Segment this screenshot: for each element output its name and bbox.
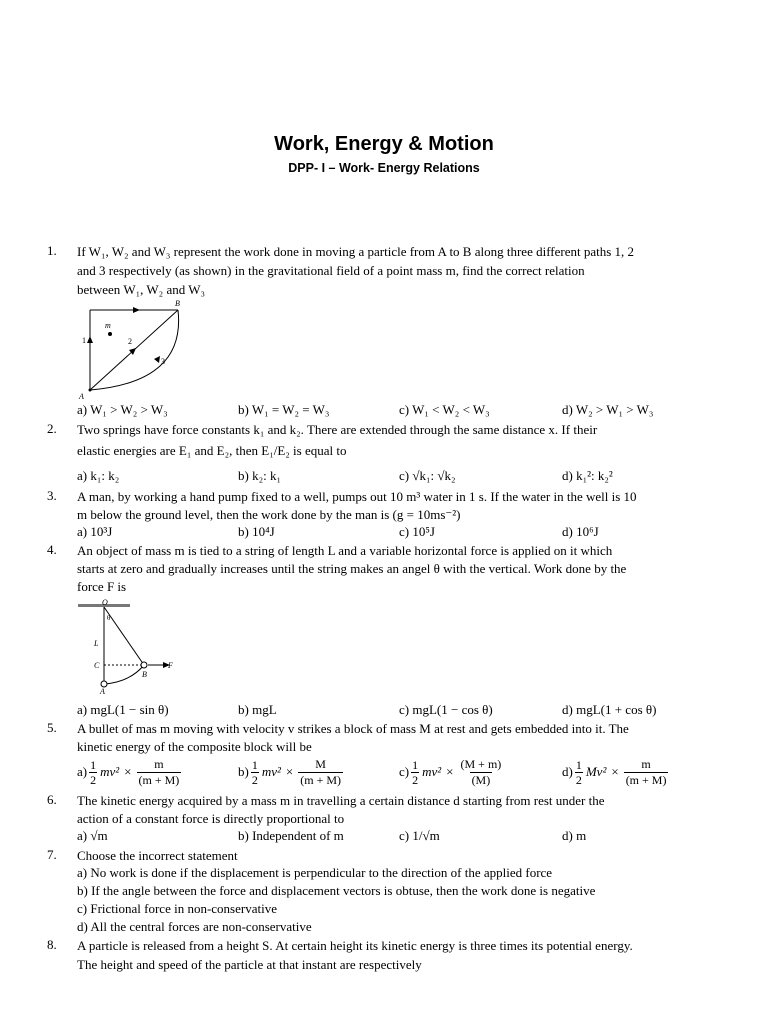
coefficient-fraction <box>251 758 259 787</box>
times-sign: × <box>124 764 132 779</box>
fraction-denominator: 2 <box>90 772 97 787</box>
fraction-denominator: 2 <box>575 772 582 787</box>
option-a[interactable]: a) W₁ > W₂ > W₃ <box>77 402 168 417</box>
times-sign: × <box>446 764 454 779</box>
label-path-2: 2 <box>128 337 132 346</box>
fraction-denominator: 2 <box>251 772 258 787</box>
mass-ratio-fraction <box>624 757 669 788</box>
kinetic-term: Mv² <box>585 764 607 779</box>
option-b[interactable] <box>238 754 345 790</box>
option-a[interactable]: a) k₁: k₂ <box>77 468 120 483</box>
option-b[interactable]: b) Independent of m <box>238 828 344 843</box>
question-text-line: elastic energies are E₁ and E₂, then E₁/E₂ is equal to <box>77 443 347 458</box>
question-text-line: The kinetic energy acquired by a mass m in travelling a certain distance d starting from rest under the <box>77 793 605 808</box>
label-A: A <box>79 392 84 401</box>
option-d[interactable] <box>562 754 670 790</box>
fraction-denominator: (m + M) <box>300 772 342 787</box>
label-L: L <box>94 639 99 648</box>
question-text-line: An object of mass m is tied to a string of length L and a variable horizontal force is applied on it which <box>77 543 613 558</box>
label-path-1: 1 <box>82 336 86 345</box>
coefficient-fraction <box>411 758 419 787</box>
fraction-numerator: m <box>641 756 651 771</box>
option-d[interactable]: d) mgL(1 + cos θ) <box>562 702 657 717</box>
question-text-line: kinetic energy of the composite block will be <box>77 739 312 754</box>
option-c[interactable]: c) 1/√m <box>399 828 440 843</box>
kinetic-term: mv² <box>100 764 120 779</box>
question-text-line: A bullet of mas m moving with velocity v strikes a block of mass M at rest and gets embedded into it. The <box>77 721 629 736</box>
label-path-3: 3 <box>161 357 165 366</box>
question-number: 3. <box>47 488 57 503</box>
answer-options <box>77 524 727 542</box>
pendulum-diagram <box>76 598 186 696</box>
option-a[interactable]: a) 10³J <box>77 524 113 539</box>
question-text-line: Two springs have force constants k₁ and k₂. There are extended through the same distance x. If their <box>77 422 598 437</box>
question-text-line: A particle is released from a height S. At certain height its kinetic energy is three times its potential energy. <box>77 938 633 953</box>
option-d[interactable]: d) W₂ > W₁ > W₃ <box>562 402 654 417</box>
kinetic-term: mv² <box>422 764 442 779</box>
option-b[interactable]: b) mgL <box>238 702 277 717</box>
answer-options <box>77 468 727 486</box>
question-text-line: and 3 respectively (as shown) in the gravitational field of a point mass m, find the correct relation <box>77 263 585 278</box>
fraction-denominator: (m + M) <box>138 772 180 787</box>
option-b[interactable]: b) 10⁴J <box>238 524 275 539</box>
label-C: C <box>94 661 100 670</box>
coefficient-fraction <box>575 758 583 787</box>
fraction-numerator: M <box>315 756 326 771</box>
statement-b[interactable]: b) If the angle between the force and displacement vectors is obtuse, then the work done is negative <box>77 883 596 898</box>
paths-diagram <box>74 298 194 402</box>
option-prefix: c) <box>399 764 410 779</box>
kinetic-term: mv² <box>261 764 281 779</box>
label-A: A <box>100 687 105 696</box>
option-prefix: b) <box>238 764 249 779</box>
option-c[interactable]: c) W₁ < W₂ < W₃ <box>399 402 490 417</box>
question-number: 6. <box>47 792 57 807</box>
question-text-line: If W₁, W₂ and W₃ represent the work done in moving a particle from A to B along three different paths 1, 2 <box>77 244 635 259</box>
fraction-denominator: 2 <box>412 772 419 787</box>
option-c[interactable]: c) 10⁵J <box>399 524 435 539</box>
fraction-numerator: 1 <box>575 757 582 772</box>
answer-options <box>77 754 727 790</box>
answer-options <box>77 702 727 720</box>
question-number: 7. <box>47 847 57 862</box>
question-text-line: action of a constant force is directly proportional to <box>77 811 345 826</box>
question-number: 2. <box>47 421 57 436</box>
question-text-line: between W₁, W₂ and W₃ <box>77 282 206 297</box>
option-a[interactable]: a) mgL(1 − sin θ) <box>77 702 169 717</box>
fraction-numerator: (M + m) <box>460 756 502 771</box>
fraction-denominator: (m + M) <box>625 772 667 787</box>
option-c[interactable] <box>399 754 505 790</box>
option-d[interactable]: d) k₁²: k₂² <box>562 468 613 483</box>
option-c[interactable]: c) mgL(1 − cos θ) <box>399 702 493 717</box>
statement-a[interactable]: a) No work is done if the displacement is perpendicular to the direction of the applied force <box>77 865 553 880</box>
answer-options <box>77 828 727 846</box>
fraction-numerator: 1 <box>90 757 97 772</box>
option-b[interactable]: b) k₂: k₁ <box>238 468 282 483</box>
question-number: 8. <box>47 937 57 952</box>
mass-ratio-fraction <box>459 757 504 788</box>
question-text-line: m below the ground level, then the work done by the man is (g = 10ms⁻²) <box>77 507 461 522</box>
question-text-line: Choose the incorrect statement <box>77 848 238 863</box>
question-text-line: A man, by working a hand pump fixed to a well, pumps out 10 m³ water in 1 s. If the water in the well is 10 <box>77 489 637 504</box>
answer-options <box>77 402 727 420</box>
page-title: Work, Energy & Motion <box>274 133 494 155</box>
label-B: B <box>175 299 180 308</box>
coefficient-fraction <box>89 758 97 787</box>
question-number: 1. <box>47 243 57 258</box>
mass-ratio-fraction <box>137 757 182 788</box>
label-m: m <box>105 321 111 330</box>
option-prefix: d) <box>562 764 573 779</box>
fraction-numerator: 1 <box>412 757 419 772</box>
question-text-line: starts at zero and gradually increases until the string makes an angel θ with the vertical. Work done by the <box>77 561 627 576</box>
mass-ratio-fraction <box>298 757 343 788</box>
option-a[interactable]: a) √m <box>77 828 108 843</box>
label-B: B <box>142 670 147 679</box>
times-sign: × <box>285 764 294 779</box>
option-prefix: a) <box>77 764 88 779</box>
label-O: O <box>102 598 108 607</box>
fraction-numerator: m <box>154 756 164 771</box>
times-sign: × <box>611 764 619 779</box>
option-a[interactable] <box>77 754 183 790</box>
statement-d[interactable]: d) All the central forces are non-conservative <box>77 919 312 934</box>
question-text-line: The height and speed of the particle at that instant are respectively <box>77 957 422 972</box>
question-text-line: force F is <box>77 579 127 594</box>
label-theta: θ <box>107 614 111 622</box>
fraction-denominator: (M) <box>471 772 491 787</box>
page-subtitle: DPP- I – Work- Energy Relations <box>288 161 480 175</box>
option-b[interactable]: b) W₁ = W₂ = W₃ <box>238 402 330 417</box>
question-number: 5. <box>47 720 57 735</box>
fraction-numerator: 1 <box>251 757 258 772</box>
label-F: F <box>168 661 173 670</box>
option-c[interactable]: c) √k₁: √k₂ <box>399 468 456 483</box>
option-d[interactable]: d) 10⁶J <box>562 524 599 539</box>
statement-c[interactable]: c) Frictional force in non-conservative <box>77 901 277 916</box>
question-number: 4. <box>47 542 57 557</box>
option-d[interactable]: d) m <box>562 828 587 843</box>
